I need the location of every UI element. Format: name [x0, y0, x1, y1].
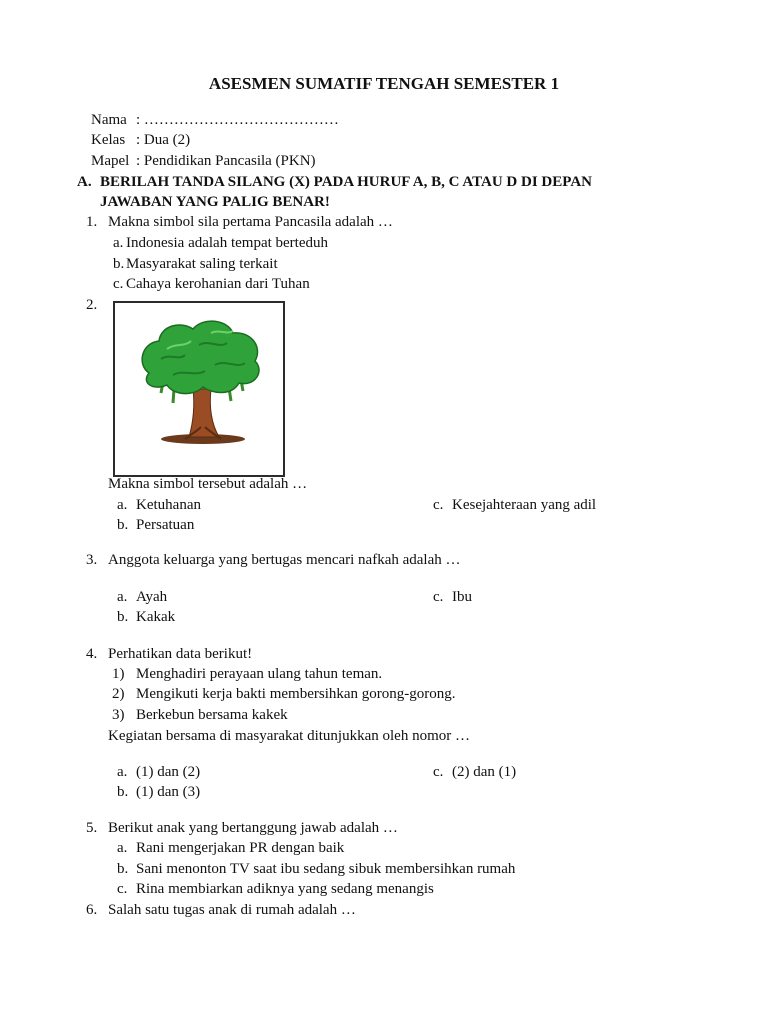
q3-option-b-letter: b. [117, 609, 129, 625]
q4-item-3-number: 3) [112, 707, 125, 723]
q1-option-c-text: Cahaya kerohanian dari Tuhan [126, 276, 310, 292]
q4-option-b-letter: b. [117, 784, 129, 800]
q3-option-c-letter: c. [433, 589, 444, 605]
q2-option-b-text: Persatuan [136, 517, 195, 533]
q4-item-3-text: Berkebun bersama kakek [136, 707, 288, 723]
question-4-text: Perhatikan data berikut! [108, 646, 253, 662]
q4-item-1-text: Menghadiri perayaan ulang tahun teman. [136, 666, 383, 682]
section-instruction-line2: JAWABAN YANG PALIG BENAR! [100, 194, 330, 210]
kelas-value: : Dua (2) [136, 132, 191, 148]
q4-option-a-text: (1) dan (2) [136, 764, 201, 780]
q1-option-a-letter: a. [113, 235, 124, 251]
question-5-number: 5. [86, 820, 98, 836]
q5-option-c-text: Rina membiarkan adiknya yang sedang menangis [136, 881, 434, 897]
mapel-value: : Pendidikan Pancasila (PKN) [136, 153, 316, 169]
q3-option-b-text: Kakak [136, 609, 176, 625]
q1-option-b-letter: b. [113, 256, 125, 272]
q1-option-a-text: Indonesia adalah tempat berteduh [126, 235, 329, 251]
section-letter: A. [77, 174, 92, 190]
banyan-tree-image [113, 301, 285, 477]
q3-option-a-letter: a. [117, 589, 128, 605]
question-3-number: 3. [86, 552, 98, 568]
q3-option-c-text: Ibu [452, 589, 472, 605]
q2-option-a-letter: a. [117, 497, 128, 513]
question-1-number: 1. [86, 214, 98, 230]
question-5-text: Berikut anak yang bertanggung jawab adalah … [108, 820, 398, 836]
question-6-text: Salah satu tugas anak di rumah adalah … [108, 902, 356, 918]
nama-label: Nama [91, 112, 127, 128]
q5-option-a-letter: a. [117, 840, 128, 856]
section-instruction-line1: BERILAH TANDA SILANG (X) PADA HURUF A, B, C ATAU D DI DEPAN [100, 174, 592, 190]
q4-option-b-text: (1) dan (3) [136, 784, 201, 800]
q4-option-c-letter: c. [433, 764, 444, 780]
q1-option-c-letter: c. [113, 276, 124, 292]
question-2-text: Makna simbol tersebut adalah … [108, 476, 308, 492]
question-4-prompt: Kegiatan bersama di masyarakat ditunjukkan oleh nomor … [108, 728, 470, 744]
q5-option-a-text: Rani mengerjakan PR dengan baik [136, 840, 345, 856]
q3-option-a-text: Ayah [136, 589, 168, 605]
q4-item-2-text: Mengikuti kerja bakti membersihkan gorong-gorong. [136, 686, 456, 702]
question-2-number: 2. [86, 297, 98, 313]
question-3-text: Anggota keluarga yang bertugas mencari nafkah adalah … [108, 552, 461, 568]
q4-option-c-text: (2) dan (1) [452, 764, 517, 780]
banyan-tree-icon [115, 303, 283, 475]
nama-value: : ………………………………… [136, 112, 339, 128]
q4-option-a-letter: a. [117, 764, 128, 780]
q4-item-2-number: 2) [112, 686, 125, 702]
question-4-number: 4. [86, 646, 98, 662]
q2-option-a-text: Ketuhanan [136, 497, 201, 513]
q5-option-c-letter: c. [117, 881, 128, 897]
question-1-text: Makna simbol sila pertama Pancasila adalah … [108, 214, 393, 230]
q1-option-b-text: Masyarakat saling terkait [126, 256, 278, 272]
q5-option-b-letter: b. [117, 861, 129, 877]
question-6-number: 6. [86, 902, 98, 918]
q2-option-c-text: Kesejahteraan yang adil [452, 497, 597, 513]
q4-item-1-number: 1) [112, 666, 125, 682]
q2-option-c-letter: c. [433, 497, 444, 513]
page-title: ASESMEN SUMATIF TENGAH SEMESTER 1 [208, 74, 560, 93]
q5-option-b-text: Sani menonton TV saat ibu sedang sibuk membersihkan rumah [136, 861, 516, 877]
q2-option-b-letter: b. [117, 517, 129, 533]
kelas-label: Kelas [91, 132, 126, 148]
mapel-label: Mapel [91, 153, 130, 169]
